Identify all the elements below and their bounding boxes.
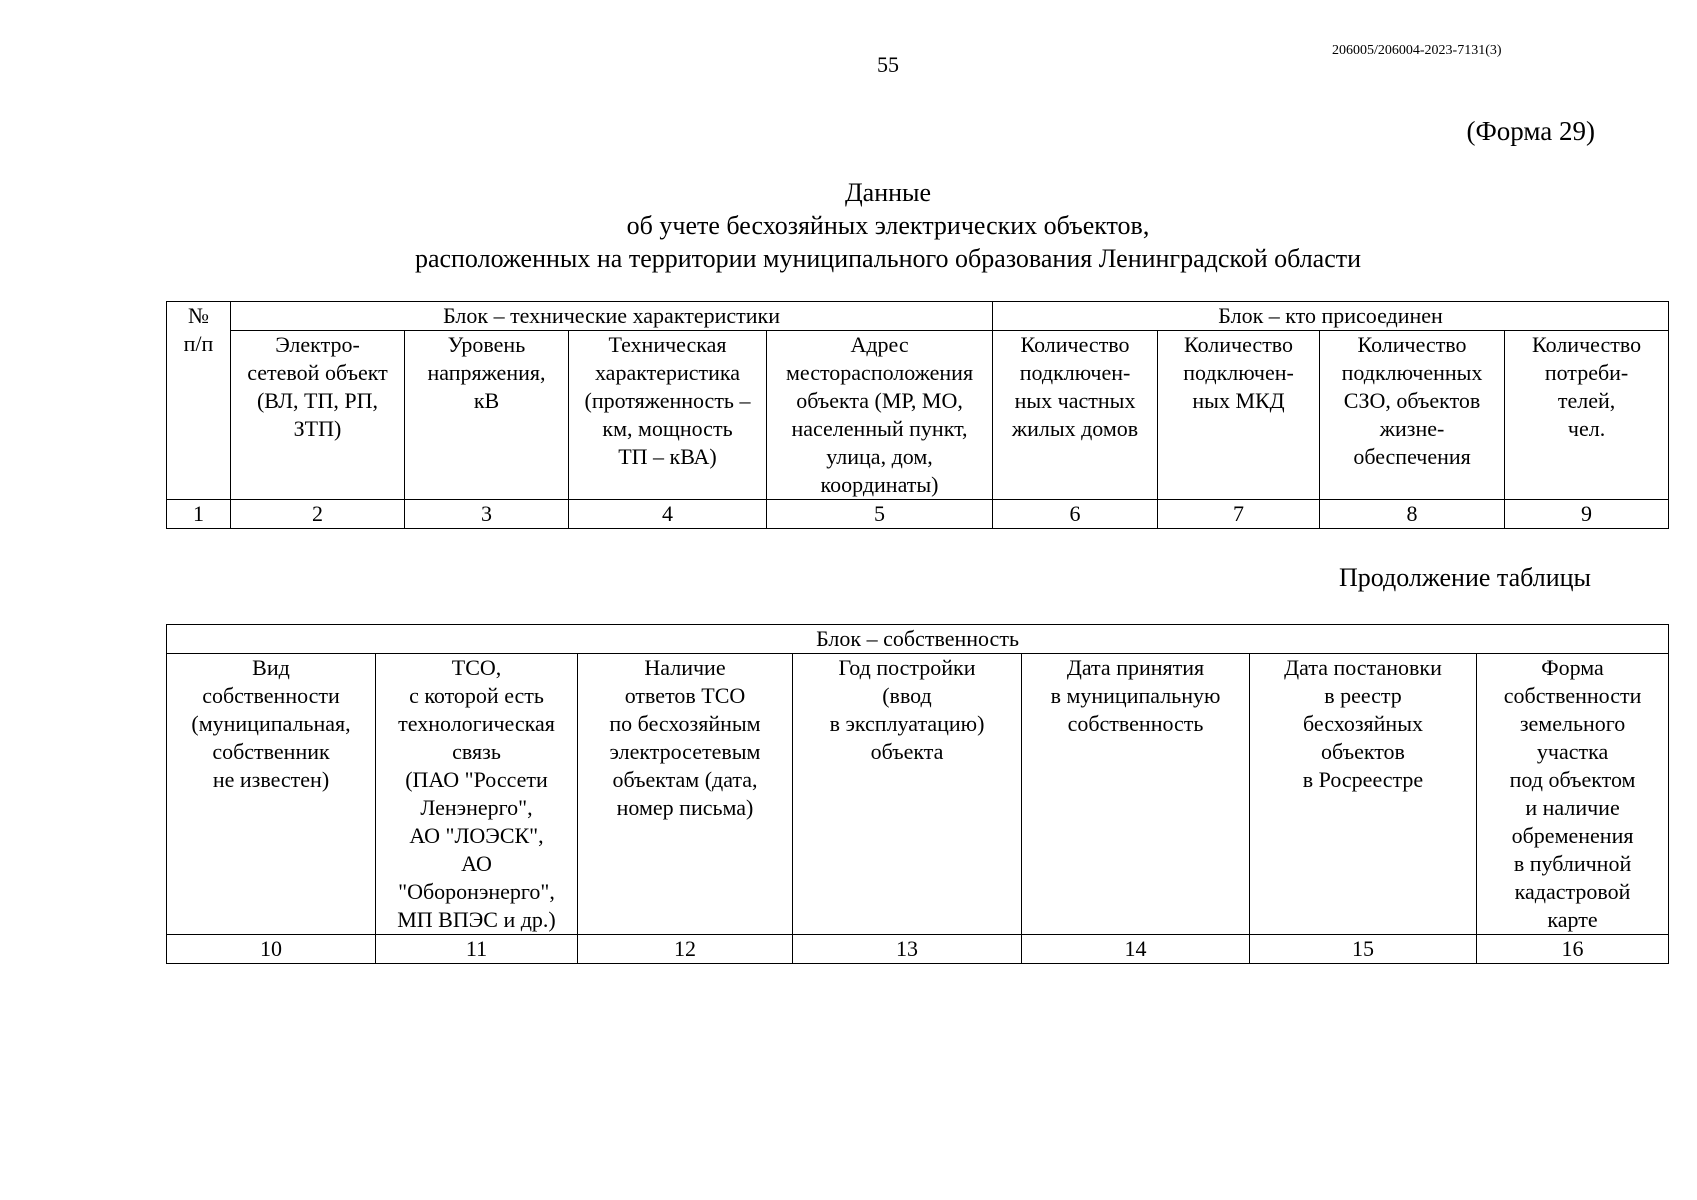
column-header-cell xyxy=(569,331,767,500)
title-line-3: расположенных на территории муниципального образования Ленинградской области xyxy=(414,244,1362,273)
column-header: Электро- сетевой объект (ВЛ, ТП, РП, ЗТП) xyxy=(247,332,388,441)
column-number: 4 xyxy=(569,500,767,529)
column-header-cell xyxy=(405,331,569,500)
column-header: Наличие ответов ТСО по бесхозяйным электросетевым объектам (дата, номер письма) xyxy=(609,655,761,820)
column-number: 12 xyxy=(578,935,793,964)
column-number: 6 xyxy=(993,500,1158,529)
column-number: 1 xyxy=(167,500,231,529)
column-header-cell xyxy=(767,331,993,500)
column-header: Год постройки (ввод в эксплуатацию) объекта xyxy=(829,655,985,764)
column-header-cell xyxy=(376,654,578,935)
column-header-cell xyxy=(167,654,376,935)
technical-table xyxy=(166,301,1669,529)
column-number: 15 xyxy=(1250,935,1477,964)
column-number: 14 xyxy=(1022,935,1250,964)
column-header-cell xyxy=(1022,654,1250,935)
column-header-cell xyxy=(1477,654,1669,935)
column-number: 13 xyxy=(793,935,1022,964)
column-header: ТСО, с которой есть технологическая связь (ПАО "Россети Ленэнерго", АО "ЛОЭСК", АО "Оборонэнерго", МП ВПЭС и др.) xyxy=(397,655,556,932)
column-header: Уровень напряжения, кВ xyxy=(427,332,546,413)
form-label: (Форма 29) xyxy=(1466,116,1595,146)
column-header-cell xyxy=(578,654,793,935)
title-line-2: об учете бесхозяйных электрических объектов, xyxy=(626,211,1150,240)
column-number: 9 xyxy=(1505,500,1669,529)
column-header: Количество подключен- ных частных жилых домов xyxy=(1011,332,1139,441)
block-ownership-header: Блок – собственность xyxy=(167,625,1669,654)
column-header: Форма собственности земельного участка под объектом и наличие обременения в публичной кадастровой карте xyxy=(1503,655,1642,932)
column-header: Количество потреби- телей, чел. xyxy=(1532,332,1642,441)
column-header: Техническая характеристика (протяженность – км, мощность ТП – кВА) xyxy=(584,332,751,469)
title-line-1: Данные xyxy=(844,178,932,207)
column-number: 8 xyxy=(1320,500,1505,529)
column-header: Дата принятия в муниципальную собственность xyxy=(1050,655,1221,736)
column-number: 16 xyxy=(1477,935,1669,964)
page-number: 55 xyxy=(877,52,899,77)
column-number: 7 xyxy=(1158,500,1320,529)
document-title xyxy=(0,176,1697,275)
column-number: 11 xyxy=(376,935,578,964)
number-header-cell xyxy=(167,302,231,500)
block-tech-header: Блок – технические характеристики xyxy=(231,302,993,331)
column-header: Вид собственности (муниципальная, собственник не известен) xyxy=(191,655,351,792)
column-header-cell xyxy=(231,331,405,500)
column-header-cell xyxy=(1505,331,1669,500)
column-number: 3 xyxy=(405,500,569,529)
column-header: Количество подключен- ных МКД xyxy=(1183,332,1294,413)
document-id: 206005/206004-2023-7131(3) xyxy=(1332,43,1502,58)
column-number: 10 xyxy=(167,935,376,964)
column-header-cell xyxy=(793,654,1022,935)
block-connected-header: Блок – кто присоединен xyxy=(993,302,1669,331)
number-header: № п/п xyxy=(183,303,214,356)
column-header: Дата постановки в реестр бесхозяйных объектов в Росреестре xyxy=(1284,655,1442,792)
column-header: Адрес месторасположения объекта (МР, МО, населенный пункт, улица, дом, координаты) xyxy=(785,332,974,497)
column-header-cell xyxy=(1250,654,1477,935)
column-header: Количество подключенных СЗО, объектов жизне- обеспечения xyxy=(1341,332,1483,469)
column-number: 2 xyxy=(231,500,405,529)
column-header-cell xyxy=(1320,331,1505,500)
ownership-table xyxy=(166,624,1669,964)
continuation-label: Продолжение таблицы xyxy=(1339,563,1591,592)
column-number: 5 xyxy=(767,500,993,529)
column-header-cell xyxy=(993,331,1158,500)
column-header-cell xyxy=(1158,331,1320,500)
